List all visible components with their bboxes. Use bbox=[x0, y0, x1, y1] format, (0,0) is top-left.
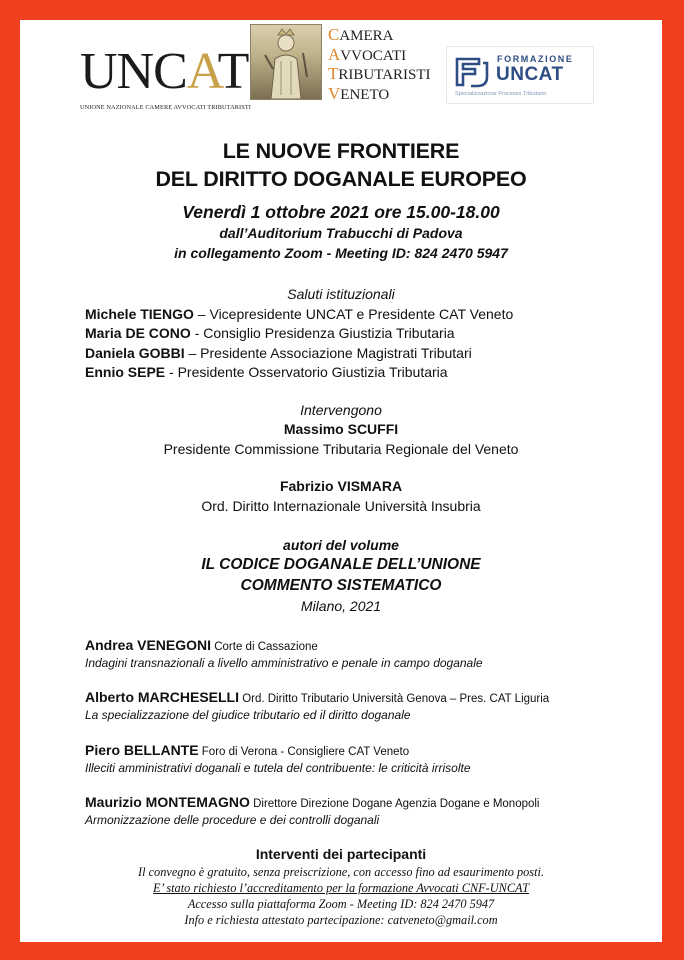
cat-veneto-logo bbox=[250, 24, 440, 110]
event-venue: dall’Auditorium Trabucchi di Padova bbox=[219, 225, 463, 241]
speaker-scuffi-role: Presidente Commissione Tributaria Regionale del Veneto bbox=[163, 441, 519, 457]
event-title-line2: DEL DIRITTO DOGANALE EUROPEO bbox=[155, 167, 527, 191]
book-title-line2: COMMENTO SISTEMATICO bbox=[240, 577, 442, 594]
speaker-vismara-name: Fabrizio VISMARA bbox=[279, 478, 403, 494]
greeting-person: Ennio SEPE - Presidente Osservatorio Giustizia Tributaria bbox=[85, 364, 448, 380]
event-title-line1: LE NUOVE FRONTIERE bbox=[222, 139, 460, 163]
book-title-line1: IL CODICE DOGANALE DELL’UNIONE bbox=[201, 556, 481, 573]
footer-line-free: Il convegno è gratuito, senza preiscrizione, con accesso fino ad esaurimento posti. bbox=[138, 865, 544, 879]
statue-image bbox=[250, 24, 322, 100]
formazione-mark-icon bbox=[453, 55, 491, 89]
uncat-logo bbox=[80, 42, 251, 124]
cat-veneto-logo-text: CAMERA AVVOCATI TRIBUTARISTI VENETO bbox=[328, 25, 431, 103]
formazione-uncat-logo bbox=[446, 46, 594, 104]
formazione-label: FORMAZIONE bbox=[497, 54, 574, 64]
speaker-entry: Piero BELLANTE Foro di Verona - Consigliere CAT Veneto bbox=[85, 742, 410, 758]
uncat-logo-word: UNCAT bbox=[80, 43, 249, 100]
interventions-heading: Intervengono bbox=[300, 402, 382, 418]
authors-label: autori del volume bbox=[283, 537, 399, 553]
speaker-scuffi-name: Massimo SCUFFI bbox=[283, 421, 399, 437]
footer-line-contact: Info e richiesta attestato partecipazione: catveneto@gmail.com bbox=[184, 913, 498, 927]
footer-line-accreditation: E’ stato richiesto l’accreditamento per la formazione Avvocati CNF-UNCAT bbox=[153, 881, 529, 895]
footer-line-zoom: Accesso sulla piattaforma Zoom - Meeting ID: 824 2470 5947 bbox=[187, 897, 495, 911]
uncat-logo-subtitle: UNIONE NAZIONALE CAMERE AVVOCATI TRIBUTARISTI bbox=[80, 104, 251, 111]
event-date: Venerdì 1 ottobre 2021 ore 15.00-18.00 bbox=[182, 202, 500, 222]
speaker-topic: La specializzazione del giudice tributario ed il diritto doganale bbox=[85, 708, 411, 722]
greeting-person: Maria DE CONO - Consiglio Presidenza Giustizia Tributaria bbox=[85, 325, 455, 341]
book-place: Milano, 2021 bbox=[300, 598, 382, 614]
event-zoom: in collegamento Zoom - Meeting ID: 824 2470 5947 bbox=[174, 245, 508, 261]
participants-heading: Interventi dei partecipanti bbox=[255, 846, 427, 862]
speaker-entry: Andrea VENEGONI Corte di Cassazione bbox=[85, 637, 318, 653]
flyer bbox=[20, 20, 662, 942]
speaker-topic: Indagini transnazionali a livello amministrativo e penale in campo doganale bbox=[85, 656, 483, 670]
formazione-uncat-word: UNCAT bbox=[496, 64, 564, 85]
speaker-entry: Alberto MARCHESELLI Ord. Diritto Tributario Università Genova – Pres. CAT Liguria bbox=[85, 689, 550, 705]
greetings-heading: Saluti istituzionali bbox=[287, 286, 395, 302]
speaker-vismara-role: Ord. Diritto Internazionale Università Insubria bbox=[201, 498, 481, 514]
greeting-person: Michele TIENGO – Vicepresidente UNCAT e Presidente CAT Veneto bbox=[85, 306, 514, 322]
greeting-person: Daniela GOBBI – Presidente Associazione Magistrati Tributari bbox=[85, 345, 472, 361]
speaker-topic: Armonizzazione delle procedure e dei controlli doganali bbox=[85, 813, 380, 827]
speaker-topic: Illeciti amministrativi doganali e tutela del contribuente: le criticità irrisolte bbox=[85, 761, 471, 775]
formazione-tagline: Specializzazione Processo Tributario bbox=[455, 91, 547, 97]
speaker-entry: Maurizio MONTEMAGNO Direttore Direzione Dogane Agenzia Dogane e Monopoli bbox=[85, 794, 540, 810]
